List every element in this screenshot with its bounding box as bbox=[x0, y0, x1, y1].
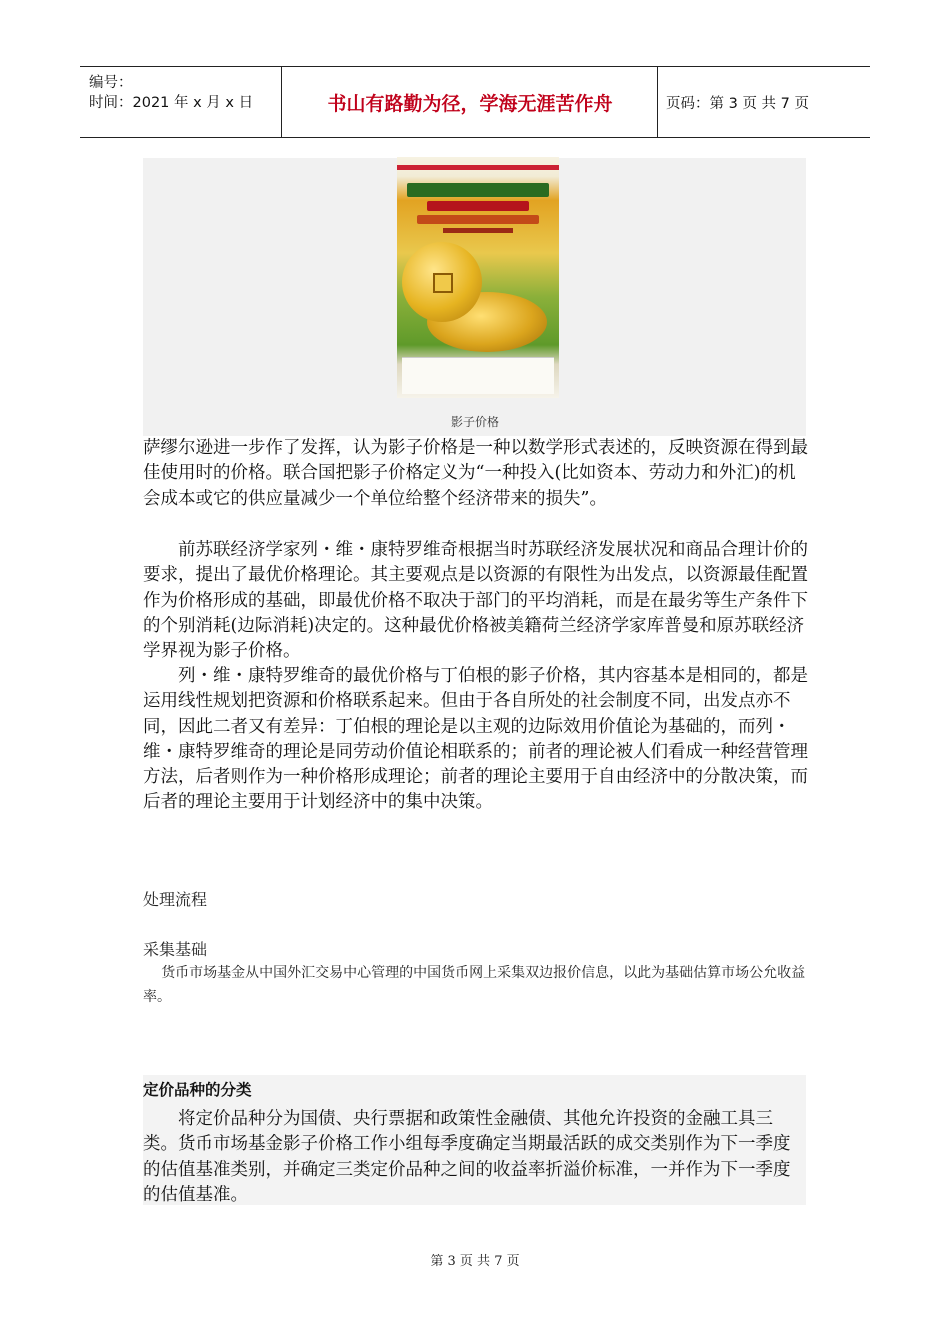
time-label: 时间：2021 年 x 月 x 日 bbox=[89, 95, 254, 111]
page-footer: 第 3 页 共 7 页 bbox=[430, 1254, 520, 1269]
section-paragraph: 将定价品种分为国债、央行票据和政策性金融债、其他允许投资的金融工具三类。货币市场基金影子价格工作小组每季度确定当期最活跃的成交类别作为下一季度的估值基准类别，并确定三类定价品种之间的收益率折溢价标准，一并作为下一季度的估值基准。 bbox=[143, 1109, 791, 1205]
document-header bbox=[80, 66, 870, 138]
collect-paragraph: 货币市场基金从中国外汇交易中心管理的中国货币网上采集双边报价信息，以此为基础估算市场公允收益率。 bbox=[143, 965, 806, 1005]
header-meta bbox=[80, 67, 282, 137]
pricing-category-section bbox=[143, 1075, 806, 1205]
fund-poster-image bbox=[397, 157, 559, 398]
header-page-label: 页码：第 3 页 共 7 页 bbox=[666, 95, 809, 112]
figure-caption: 影子价格 bbox=[450, 415, 499, 429]
number-label: 编号： bbox=[89, 75, 133, 91]
paragraph-comparison: 列・维・康特罗维奇的最优价格与丁伯根的影子价格，其内容基本是相同的，都是运用线性规划把资源和价格联系起来。但由于各自所处的社会制度不同，出发点亦不同，因此二者又有差异：丁伯根的理论是以主观的边际效用价值论为基础的，而列・维・康特罗维奇的理论是同劳动价值论相联系的；前者的理论被人们看成一种经营管理方法，后者则作为一种价格形成理论；前者的理论主要用于自由经济中的分散决策，而后者的理论主要用于计划经济中的集中决策。 bbox=[143, 666, 808, 813]
process-heading: 处理流程 bbox=[143, 890, 208, 909]
paragraph-samuelson: 萨缪尔逊进一步作了发挥，认为影子价格是一种以数学形式表述的，反映资源在得到最佳使用时的价格。联合国把影子价格定义为“一种投入(比如资本、劳动力和外汇)的机会成本或它的供应量减少一个单位给整个经济带来的损失”。 bbox=[143, 438, 808, 509]
collect-heading: 采集基础 bbox=[143, 940, 208, 959]
section-title: 定价品种的分类 bbox=[143, 1081, 252, 1099]
paragraph-kantorovich: 前苏联经济学家列・维・康特罗维奇根据当时苏联经济发展状况和商品合理计价的要求，提出了最优价格理论。其主要观点是以资源的有限性为出发点，以资源最佳配置作为价格形成的基础，即最优价格不取决于部门的平均消耗，而是在最劣等生产条件下的个别消耗(边际消耗)决定的。这种最优价格被美籍荷兰经济学家库普曼和原苏联经济学界视为影子价格。 bbox=[143, 540, 808, 662]
header-motto: 书山有路勤为径，学海无涯苦作舟 bbox=[283, 67, 658, 137]
